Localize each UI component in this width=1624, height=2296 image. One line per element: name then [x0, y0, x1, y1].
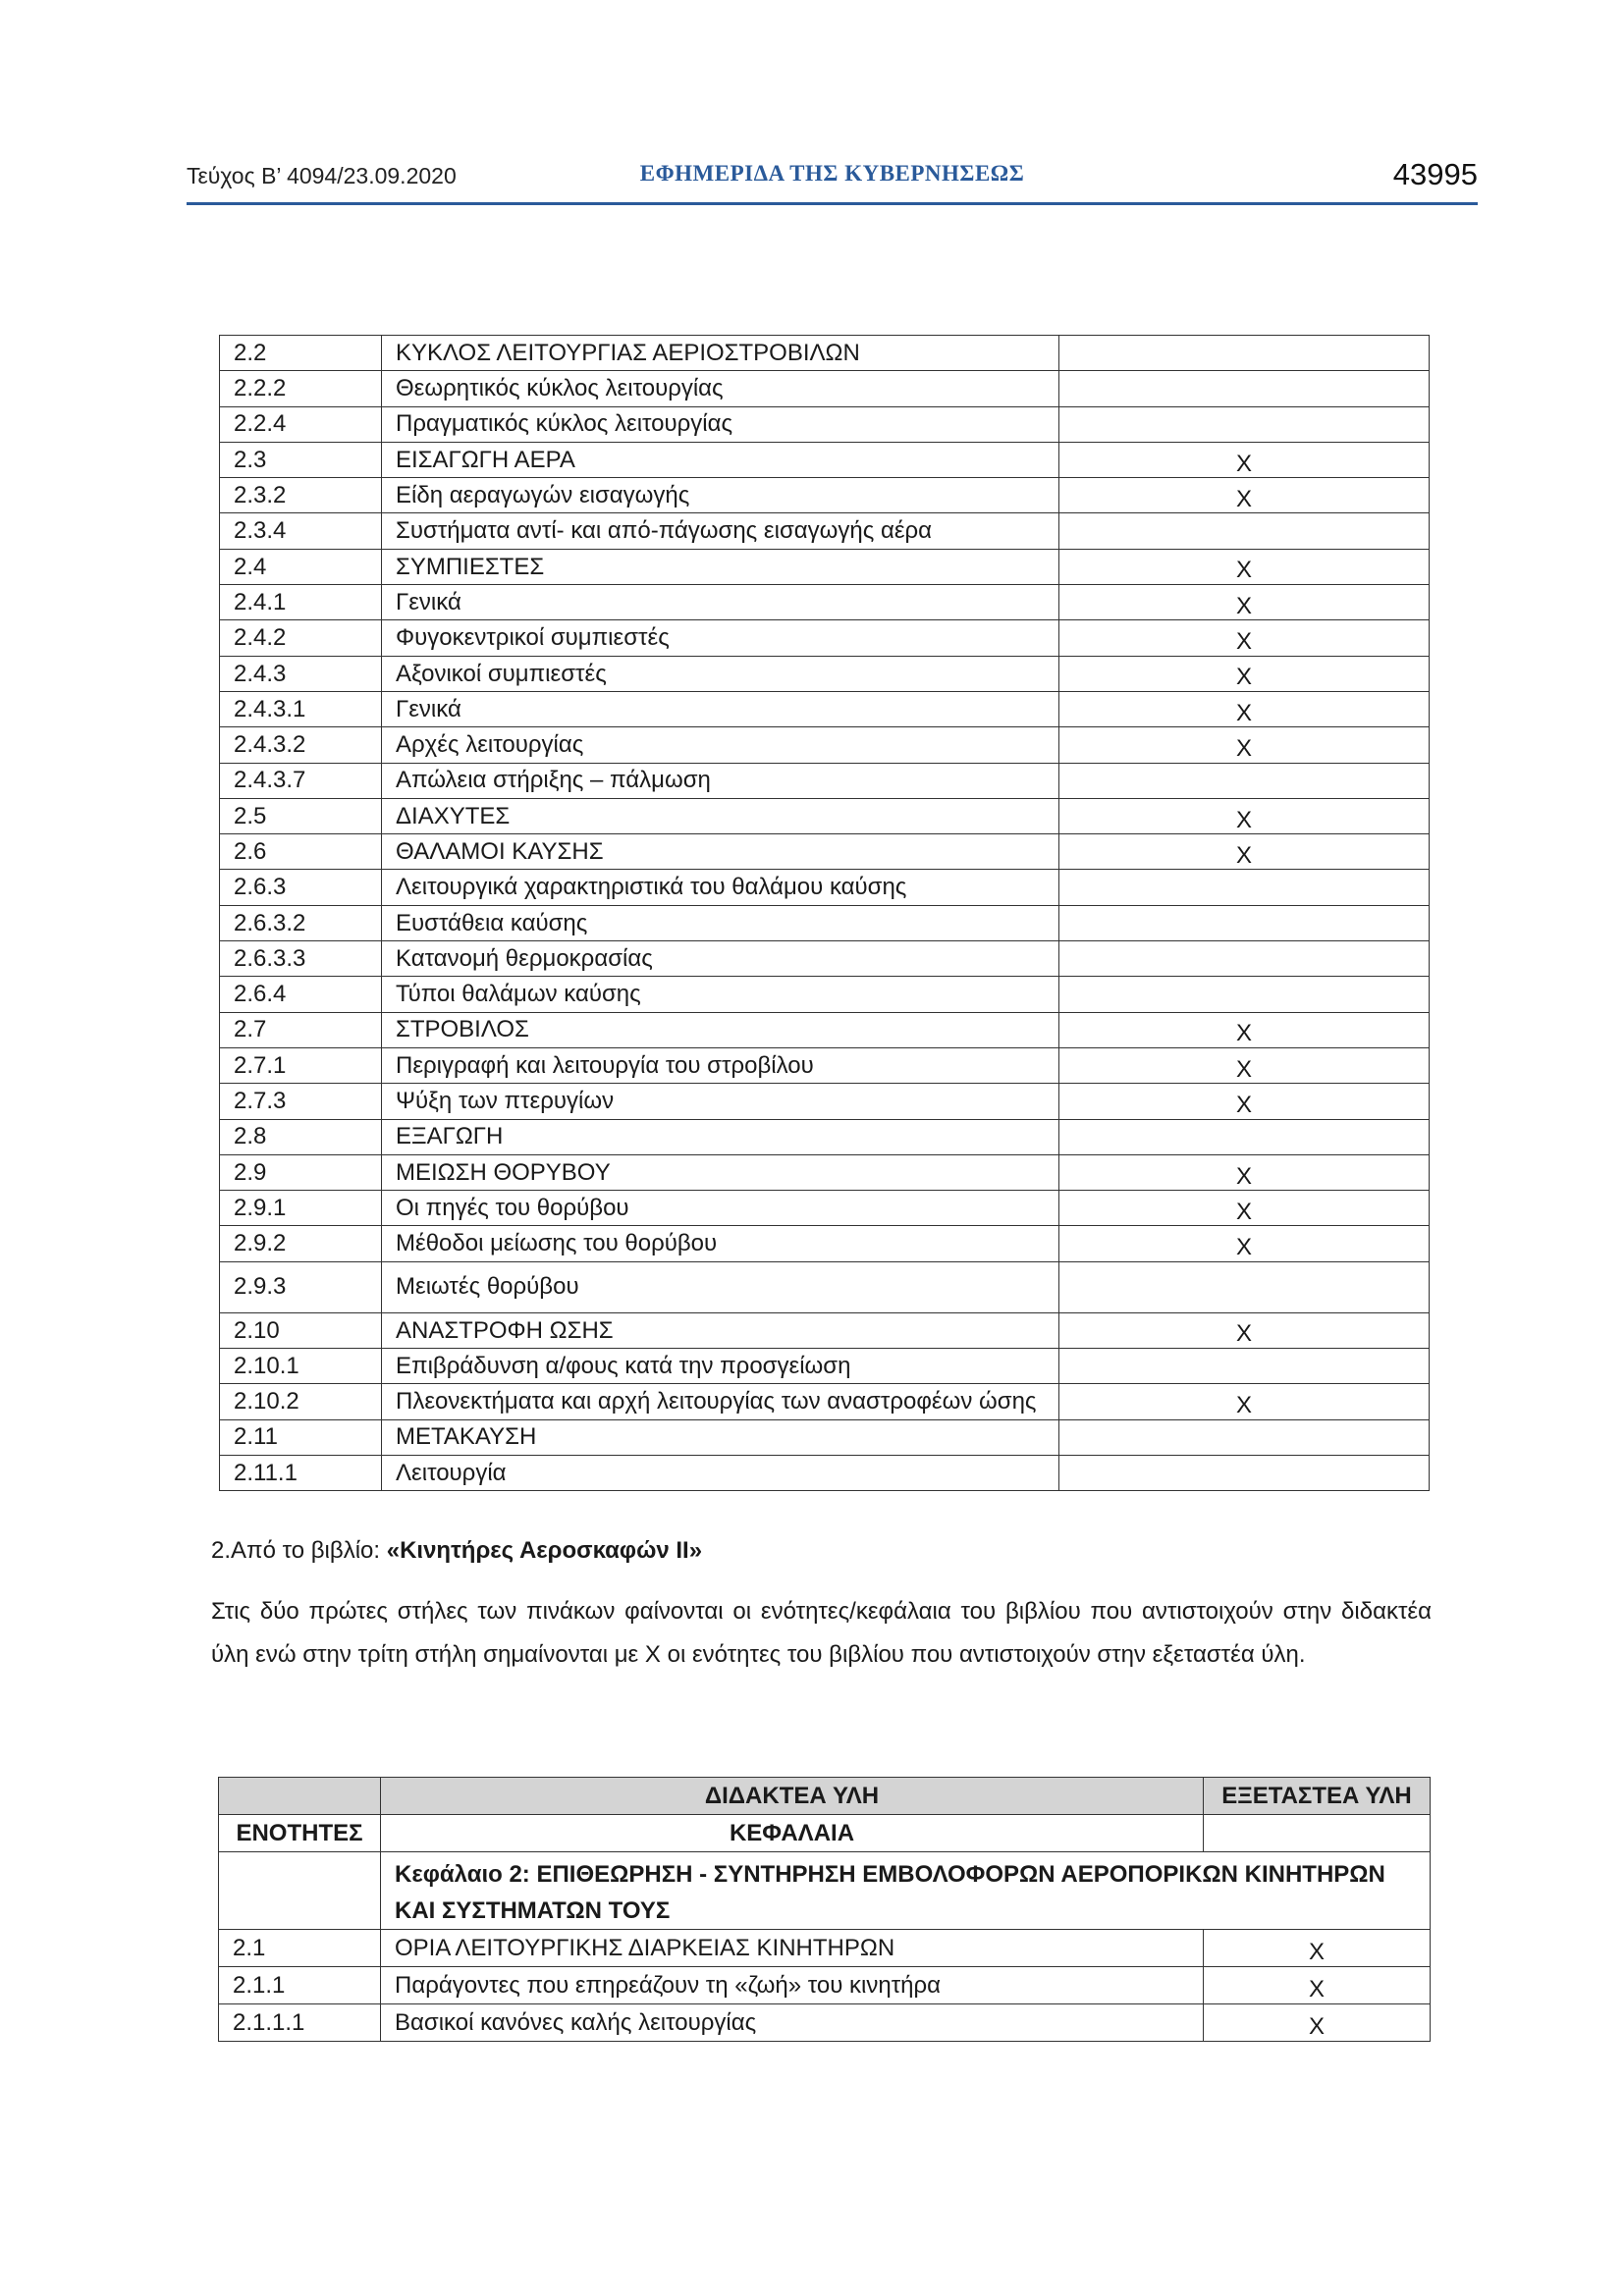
section-number: 2.6.4: [220, 977, 382, 1012]
section-title: Βασικοί κανόνες καλής λειτουργίας: [381, 2004, 1204, 2042]
exam-mark: Χ: [1059, 549, 1430, 584]
section-title: ΜΕΙΩΣΗ ΘΟΡΥΒΟΥ: [382, 1154, 1059, 1190]
section-title: Οι πηγές του θορύβου: [382, 1191, 1059, 1226]
exam-mark: Χ: [1059, 691, 1430, 726]
section-title: Αρχές λειτουργίας: [382, 727, 1059, 763]
section-title: Γενικά: [382, 691, 1059, 726]
section-number: 2.11: [220, 1419, 382, 1455]
table-row: [220, 1455, 1430, 1490]
book-reference-prefix: 2.Από το βιβλίο:: [211, 1537, 387, 1564]
chapter-row: [219, 1852, 1431, 1930]
section-title: Γενικά: [382, 585, 1059, 620]
section-number: 2.9.2: [220, 1226, 382, 1261]
table2-subheader-row: [219, 1815, 1431, 1852]
table-row: [220, 763, 1430, 798]
section-title: ΕΞΑΓΩΓΗ: [382, 1119, 1059, 1154]
exam-mark: [1059, 1349, 1430, 1384]
table-row: [220, 585, 1430, 620]
table-row: [220, 1047, 1430, 1083]
section-title: Λειτουργικά χαρακτηριστικά του θαλάμου καύσης: [382, 870, 1059, 905]
section-title: Ψύξη των πτερυγίων: [382, 1084, 1059, 1119]
exam-mark: [1059, 371, 1430, 406]
section-title: ΔΙΑΧΥΤΕΣ: [382, 798, 1059, 833]
section-number: 2.4.3: [220, 656, 382, 691]
chapter-title: Κεφάλαιο 2: ΕΠΙΘΕΩΡΗΣΗ - ΣΥΝΤΗΡΗΣΗ ΕΜΒΟΛΟΦΟΡΩΝ ΑΕΡΟΠΟΡΙΚΩΝ ΚΙΝΗΤΗΡΩΝ ΚΑΙ ΣΥΣΤΗΜΑΤΩΝ ΤΟΥΣ: [381, 1852, 1431, 1930]
section-number: 2.6: [220, 834, 382, 870]
exam-mark: Χ: [1059, 656, 1430, 691]
section-title: ΣΤΡΟΒΙΛΟΣ: [382, 1012, 1059, 1047]
section-title: Λειτουργία: [382, 1455, 1059, 1490]
exam-mark: Χ: [1059, 834, 1430, 870]
page-number: 43995: [1392, 157, 1478, 191]
section-title: Πραγματικός κύκλος λειτουργίας: [382, 406, 1059, 442]
section-number: 2.6.3: [220, 870, 382, 905]
col-units-header: ΕΝΟΤΗΤΕΣ: [219, 1815, 381, 1852]
section-title: Περιγραφή και λειτουργία του στροβίλου: [382, 1047, 1059, 1083]
table-row: [220, 1012, 1430, 1047]
exam-mark: Χ: [1059, 1191, 1430, 1226]
section-number: 2.2.2: [220, 371, 382, 406]
section-title: ΑΝΑΣΤΡΟΦΗ ΩΣΗΣ: [382, 1312, 1059, 1348]
exam-mark: [1059, 905, 1430, 940]
section-number: 2.7.3: [220, 1084, 382, 1119]
section-title: Θεωρητικός κύκλος λειτουργίας: [382, 371, 1059, 406]
section-title: Φυγοκεντρικοί συμπιεστές: [382, 620, 1059, 656]
exam-mark: [1059, 513, 1430, 549]
exam-mark: Χ: [1204, 1967, 1431, 2004]
exam-mark: Χ: [1059, 1154, 1430, 1190]
page-header: [187, 157, 1478, 205]
exam-mark: Χ: [1059, 1312, 1430, 1348]
table-row: [220, 1261, 1430, 1312]
section-title: ΜΕΤΑΚΑΥΣΗ: [382, 1419, 1059, 1455]
section-number: 2.6.3.3: [220, 941, 382, 977]
table-row: [220, 905, 1430, 940]
table-row: [220, 870, 1430, 905]
section-title: ΘΑΛΑΜΟΙ ΚΑΥΣΗΣ: [382, 834, 1059, 870]
exam-mark: Χ: [1059, 1226, 1430, 1261]
section-title: Αξονικοί συμπιεστές: [382, 656, 1059, 691]
exam-mark: [1059, 1455, 1430, 1490]
table-row: [220, 1226, 1430, 1261]
section-title: Είδη αεραγωγών εισαγωγής: [382, 478, 1059, 513]
table-row: [220, 513, 1430, 549]
section-number: 2.7: [220, 1012, 382, 1047]
table2-header-row: [219, 1778, 1431, 1815]
table-row: [220, 941, 1430, 977]
exam-mark: [1059, 1419, 1430, 1455]
exam-mark: Χ: [1059, 620, 1430, 656]
section-title: ΟΡΙΑ ΛΕΙΤΟΥΡΓΙΚΗΣ ΔΙΑΡΚΕΙΑΣ ΚΙΝΗΤΗΡΩΝ: [381, 1930, 1204, 1967]
exam-mark: Χ: [1059, 442, 1430, 477]
table-row: [220, 371, 1430, 406]
exam-mark: [1059, 336, 1430, 371]
table-row: [220, 656, 1430, 691]
section-number: 2.4.2: [220, 620, 382, 656]
section-number: 2.10: [220, 1312, 382, 1348]
table-row: [220, 977, 1430, 1012]
section-title: Κατανομή θερμοκρασίας: [382, 941, 1059, 977]
exam-mark: Χ: [1204, 2004, 1431, 2042]
syllabus-table-1: [219, 335, 1430, 1491]
section-title: Πλεονεκτήματα και αρχή λειτουργίας των αναστροφέων ώσης: [382, 1384, 1059, 1419]
exam-mark: Χ: [1059, 585, 1430, 620]
header-blank-cell: [219, 1778, 381, 1815]
table-row: [219, 2004, 1431, 2042]
section-number: 2.4: [220, 549, 382, 584]
issue-label: Τεύχος Β’ 4094/23.09.2020: [187, 163, 457, 188]
exam-mark: Χ: [1059, 478, 1430, 513]
table-row: [220, 1119, 1430, 1154]
section-title: Επιβράδυνση α/φους κατά την προσγείωση: [382, 1349, 1059, 1384]
table-row: [220, 620, 1430, 656]
section-title: Μειωτές θορύβου: [382, 1261, 1059, 1312]
table-row: [220, 727, 1430, 763]
chapter-blank-cell: [219, 1852, 381, 1930]
section-number: 2.6.3.2: [220, 905, 382, 940]
exam-mark: Χ: [1059, 1047, 1430, 1083]
section-number: 2.9.3: [220, 1261, 382, 1312]
table-row: [220, 406, 1430, 442]
table-row: [220, 798, 1430, 833]
exam-mark: Χ: [1059, 1012, 1430, 1047]
book-title: «Κινητήρες Αεροσκαφών ΙΙ»: [386, 1537, 703, 1564]
section-title: ΚΥΚΛΟΣ ΛΕΙΤΟΥΡΓΙΑΣ ΑΕΡΙΟΣΤΡΟΒΙΛΩΝ: [382, 336, 1059, 371]
section-number: 2.9.1: [220, 1191, 382, 1226]
table-row: [220, 691, 1430, 726]
subheader-blank-cell: [1204, 1815, 1431, 1852]
table-row: [220, 1384, 1430, 1419]
exam-mark: Χ: [1059, 1384, 1430, 1419]
table-row: [220, 1312, 1430, 1348]
exam-mark: Χ: [1059, 798, 1430, 833]
section-title: Συστήματα αντί- και από-πάγωσης εισαγωγής αέρα: [382, 513, 1059, 549]
section-number: 2.4.3.7: [220, 763, 382, 798]
exam-mark: [1059, 977, 1430, 1012]
exam-mark: Χ: [1059, 1084, 1430, 1119]
table-row: [220, 1419, 1430, 1455]
section-number: 2.3: [220, 442, 382, 477]
col-chapters-header: ΚΕΦΑΛΑΙΑ: [381, 1815, 1204, 1852]
table-row: [220, 336, 1430, 371]
section-number: 2.9: [220, 1154, 382, 1190]
exam-mark: [1059, 763, 1430, 798]
table-row: [220, 1349, 1430, 1384]
table-row: [220, 478, 1430, 513]
table-row: [219, 1930, 1431, 1967]
gazette-title: ΕΦΗΜΕΡΙΔΑ ΤΗΣ ΚΥΒΕΡΝΗΣΕΩΣ: [639, 161, 1025, 186]
exam-mark: Χ: [1204, 1930, 1431, 1967]
section-title: ΕΙΣΑΓΩΓΗ ΑΕΡΑ: [382, 442, 1059, 477]
table-row: [220, 1191, 1430, 1226]
table-row: [220, 442, 1430, 477]
exam-mark: [1059, 870, 1430, 905]
section-number: 2.1.1: [219, 1967, 381, 2004]
table-row: [220, 1154, 1430, 1190]
section-number: 2.10.2: [220, 1384, 382, 1419]
section-title: ΣΥΜΠΙΕΣΤΕΣ: [382, 549, 1059, 584]
section-title: Μέθοδοι μείωσης του θορύβου: [382, 1226, 1059, 1261]
section-title: Απώλεια στήριξης – πάλμωση: [382, 763, 1059, 798]
section-number: 2.2.4: [220, 406, 382, 442]
section-number: 2.4.3.1: [220, 691, 382, 726]
syllabus-table-2: [218, 1777, 1431, 2042]
header-taught: ΔΙΔΑΚΤΕΑ ΥΛΗ: [381, 1778, 1204, 1815]
exam-mark: [1059, 1119, 1430, 1154]
section-title: Παράγοντες που επηρεάζουν τη «ζωή» του κινητήρα: [381, 1967, 1204, 2004]
section-number: 2.1.1.1: [219, 2004, 381, 2042]
table-row: [220, 549, 1430, 584]
section-number: 2.11.1: [220, 1455, 382, 1490]
section-number: 2.4.1: [220, 585, 382, 620]
book-reference: [211, 1529, 1432, 1573]
exam-mark: Χ: [1059, 727, 1430, 763]
section-number: 2.8: [220, 1119, 382, 1154]
header-examined: ΕΞΕΤΑΣΤΕΑ ΥΛΗ: [1204, 1778, 1431, 1815]
exam-mark: [1059, 1261, 1430, 1312]
section-number: 2.4.3.2: [220, 727, 382, 763]
exam-mark: [1059, 406, 1430, 442]
table-row: [219, 1967, 1431, 2004]
exam-mark: [1059, 941, 1430, 977]
section-title: Ευστάθεια καύσης: [382, 905, 1059, 940]
table-row: [220, 834, 1430, 870]
section-number: 2.7.1: [220, 1047, 382, 1083]
table-row: [220, 1084, 1430, 1119]
section-number: 2.10.1: [220, 1349, 382, 1384]
section-number: 2.3.2: [220, 478, 382, 513]
section-title: Τύποι θαλάμων καύσης: [382, 977, 1059, 1012]
section-number: 2.2: [220, 336, 382, 371]
section-number: 2.3.4: [220, 513, 382, 549]
section-number: 2.5: [220, 798, 382, 833]
intro-paragraph: Στις δύο πρώτες στήλες των πινάκων φαίνονται οι ενότητες/κεφάλαια του βιβλίου που αντιστοιχούν στην διδακτέα ύλη ενώ στην τρίτη στήλη σημαίνονται με Χ οι ενότητες του βιβλίου που αντιστοιχούν στην εξεταστέα ύλη.: [211, 1598, 1432, 1668]
section-number: 2.1: [219, 1930, 381, 1967]
